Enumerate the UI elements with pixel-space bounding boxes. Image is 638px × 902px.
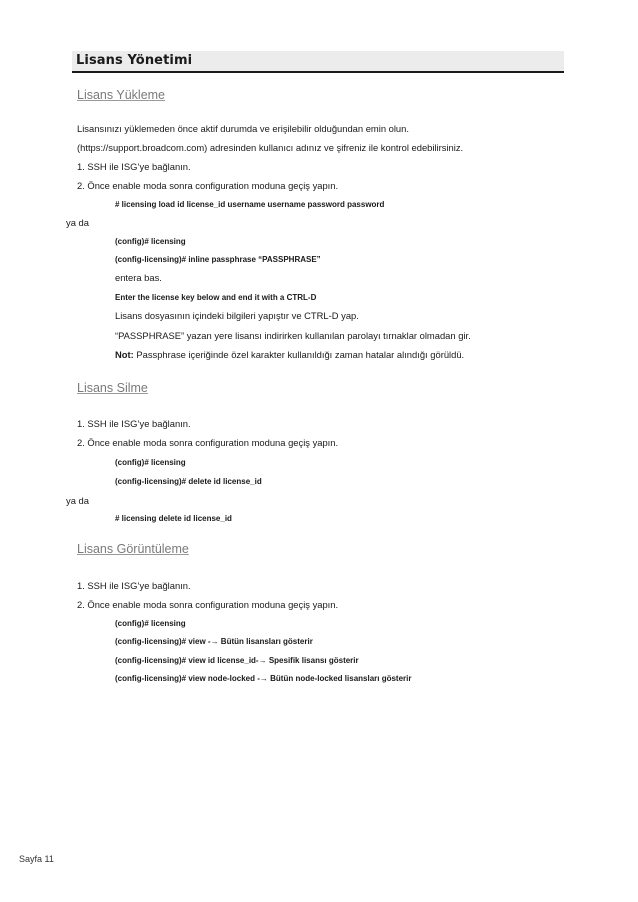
delete-cmd-config: (config)# licensing <box>115 458 186 467</box>
load-intro-1: Lisansınızı yüklemeden önce aktif durumda ve erişilebilir olduğundan emin olun. <box>77 123 409 134</box>
heading-delete: Lisans Silme <box>77 381 148 395</box>
delete-cmd-delete: (config-licensing)# delete id license_id <box>115 477 262 486</box>
delete-cmd-alt: # licensing delete id license_id <box>115 514 232 523</box>
load-cmd-ctrl-d: Enter the license key below and end it with a CTRL-D <box>115 293 317 302</box>
load-cmd-config: (config)# licensing <box>115 237 186 246</box>
heading-view: Lisans Görüntüleme <box>77 542 189 556</box>
page-title: Lisans Yönetimi <box>76 53 193 68</box>
heading-load: Lisans Yükleme <box>77 88 166 102</box>
delete-or: ya da <box>66 495 89 506</box>
view-cmd-view <box>115 637 313 646</box>
view-id-cmd-desc: Spesifik lisansı gösterir <box>266 656 359 665</box>
load-passphrase-text: “PASSPHRASE” yazan yere lisansı indirirken kullanılan parolayı tırnaklar olmadan gir. <box>115 330 471 341</box>
view-cmd-view-id <box>115 656 359 665</box>
load-enter-text: entera bas. <box>115 272 162 283</box>
section-title-bar <box>72 51 564 73</box>
load-intro-2: (https://support.broadcom.com) adresinden kullanıcı adınız ve şifreniz ile kontrol edebilirsiniz. <box>77 142 464 153</box>
load-step-2: 2. Önce enable moda sonra configuration moduna geçiş yapın. <box>77 180 339 191</box>
view-id-cmd-text: (config-licensing)# view id license_id- <box>115 656 259 665</box>
view-nl-cmd-desc: Bütün node-locked lisansları gösterir <box>267 674 412 683</box>
note-label: Not: <box>115 349 134 360</box>
arrow-right-icon: → <box>259 674 268 683</box>
load-step-1: 1. SSH ile ISG’ye bağlanın. <box>77 161 191 172</box>
page-number: Sayfa 11 <box>19 854 54 864</box>
view-cmd-desc: Bütün lisansları gösterir <box>218 637 313 646</box>
delete-step-2: 2. Önce enable moda sonra configuration moduna geçiş yapın. <box>77 437 339 448</box>
arrow-right-icon: → <box>210 637 219 646</box>
view-step-2: 2. Önce enable moda sonra configuration moduna geçiş yapın. <box>77 599 339 610</box>
note-text: Passphrase içeriğinde özel karakter kullanıldığı zaman hatalar alındığı görüldü. <box>133 349 465 360</box>
view-step-1: 1. SSH ile ISG’ye bağlanın. <box>77 580 191 591</box>
load-cmd: # licensing load id license_id username username password password <box>115 200 385 209</box>
view-nl-cmd-text: (config-licensing)# view node-locked - <box>115 674 260 683</box>
load-cmd-inline: (config-licensing)# inline passphrase “PASSPHRASE” <box>115 255 321 264</box>
load-paste-text: Lisans dosyasının içindeki bilgileri yapıştır ve CTRL-D yap. <box>115 310 359 321</box>
view-cmd-config: (config)# licensing <box>115 619 186 628</box>
view-cmd-text: (config-licensing)# view - <box>115 637 211 646</box>
arrow-right-icon: → <box>258 656 267 665</box>
load-or: ya da <box>66 217 89 228</box>
load-note <box>115 349 464 360</box>
view-cmd-node-locked <box>115 674 412 683</box>
delete-step-1: 1. SSH ile ISG’ye bağlanın. <box>77 418 191 429</box>
